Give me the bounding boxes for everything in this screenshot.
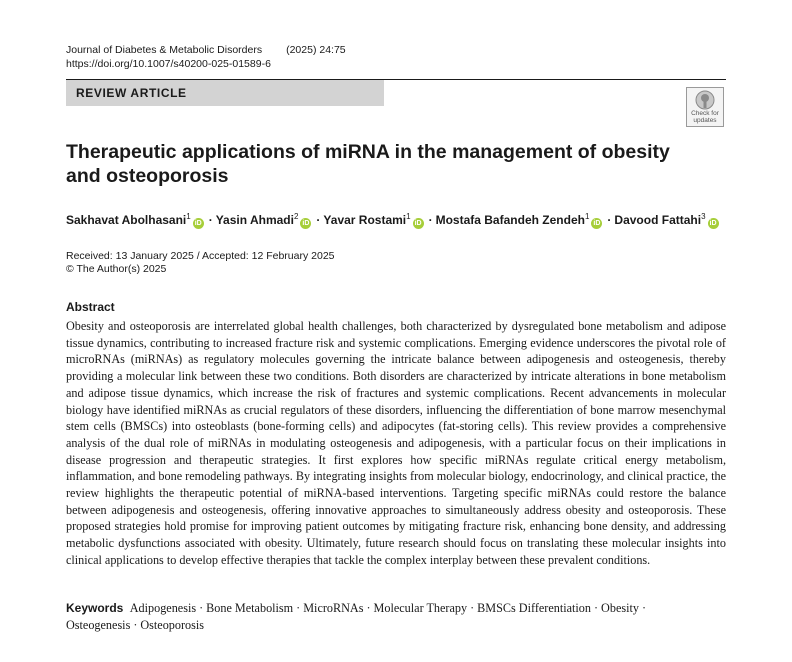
author-separator: · (208, 213, 213, 227)
author-list (66, 210, 746, 229)
article-type-badge: REVIEW ARTICLE (66, 80, 384, 106)
author-separator: · (428, 213, 433, 227)
journal-citation (66, 43, 346, 57)
article-title: Therapeutic applications of miRNA in the management of obesity and osteoporosis (66, 141, 670, 187)
check-updates-line1: Check for (691, 110, 719, 117)
keywords-section (66, 600, 706, 634)
journal-volume: (2025) 24:75 (286, 44, 346, 56)
author-affiliation: 3 (701, 212, 706, 221)
author-affiliation: 1 (584, 212, 590, 221)
doi-link[interactable]: https://doi.org/10.1007/s40200-025-01589-6 (66, 58, 271, 70)
author-affiliation: 1 (406, 212, 411, 221)
orcid-icon[interactable]: iD (414, 220, 422, 227)
author-name[interactable]: Davood Fattahi (614, 213, 702, 227)
keyword-item: Obesity (601, 601, 639, 615)
keyword-item: Osteogenesis (66, 618, 131, 632)
keyword-separator: · (133, 618, 138, 632)
keyword-item: Osteoporosis (140, 618, 205, 632)
author-name[interactable]: Yavar Rostami (323, 213, 407, 227)
orcid-icon[interactable]: iD (593, 220, 601, 227)
keyword-separator: · (366, 601, 371, 615)
orcid-icon[interactable]: iD (194, 220, 202, 227)
author-separator: · (316, 213, 321, 227)
check-for-updates-button[interactable] (686, 87, 724, 127)
keyword-separator: · (296, 601, 301, 615)
orcid-icon[interactable]: iD (709, 220, 717, 227)
abstract-heading: Abstract (66, 300, 115, 314)
author-affiliation: 1 (186, 212, 191, 221)
received-accepted-dates: Received: 13 January 2025 / Accepted: 12 February 2025 (66, 250, 335, 262)
keyword-separator: · (199, 601, 204, 615)
keyword-item: Bone Metabolism (206, 601, 294, 615)
crossmark-icon (695, 90, 715, 110)
keyword-separator: · (641, 601, 647, 615)
check-updates-line2: updates (693, 117, 717, 124)
keyword-separator: · (470, 601, 475, 615)
keyword-item: MicroRNAs (303, 601, 364, 615)
keyword-item: Adipogenesis (129, 601, 197, 615)
author-separator: · (607, 213, 612, 227)
keyword-item: BMSCs Differentiation (477, 601, 591, 615)
copyright-notice: © The Author(s) 2025 (66, 263, 167, 275)
journal-name: Journal of Diabetes & Metabolic Disorders (66, 44, 263, 56)
author-affiliation: 2 (293, 212, 299, 221)
keywords-label: Keywords (66, 601, 124, 615)
author-name[interactable]: Mostafa Bafandeh Zendeh (435, 213, 585, 227)
keyword-item: Molecular Therapy (373, 601, 468, 615)
author-name[interactable]: Sakhavat Abolhasani (66, 213, 187, 227)
abstract-text: Obesity and osteoporosis are interrelated global health challenges, both characterized by dysregulated bone metabolism and adipose tissue dynamics, contributing to increased fracture risk and systemic complications. Emerging evidence underscores the pivotal role of microRNAs (miRNAs) as regulatory molecules governing the intricate balance between adipogenesis and osteogenesis, thereby providing a molecular link between these two conditions. Both disorders are characterized by intricate alterations in bone metabolism and adipose tissue dynamics, which increase the risk of fractures and systemic complications. Recent advancements in molecular biology have identified miRNAs as crucial regulators of these disorders, influencing the differentiation of bone marrow mesenchymal stem cells (BMSCs) into osteoblasts (bone-forming cells) and adipocytes (fat-storing cells). This review provides a comprehensive analysis of the dual role of miRNAs in modulating osteogenesis and adipogenesis, with a particular focus on their implications in disease progression and therapeutic strategies. It first explores how specific miRNAs regulate critical energy metabolism, inflammation, and bone remodeling pathways. By integrating insights from molecular biology, endocrinology, and clinical practice, the review highlights the therapeutic potential of miRNA-based interventions. Targeting specific miRNAs could restore the balance between adipogenesis and osteogenesis, offering innovative approaches to simultaneously address obesity and osteoporosis. These proposed strategies hold promise for improving patient outcomes by mitigating fracture risk, enhancing bone density, and addressing metabolic dysfunctions associated with obesity. Ultimately, future research should focus on translating these molecular insights into clinical applications to develop effective therapies that tackle the complex interplay between these prevalent conditions. (66, 319, 726, 567)
author-name[interactable]: Yasin Ahmadi (215, 213, 294, 227)
keyword-separator: · (593, 601, 599, 615)
orcid-icon[interactable]: iD (302, 220, 310, 227)
